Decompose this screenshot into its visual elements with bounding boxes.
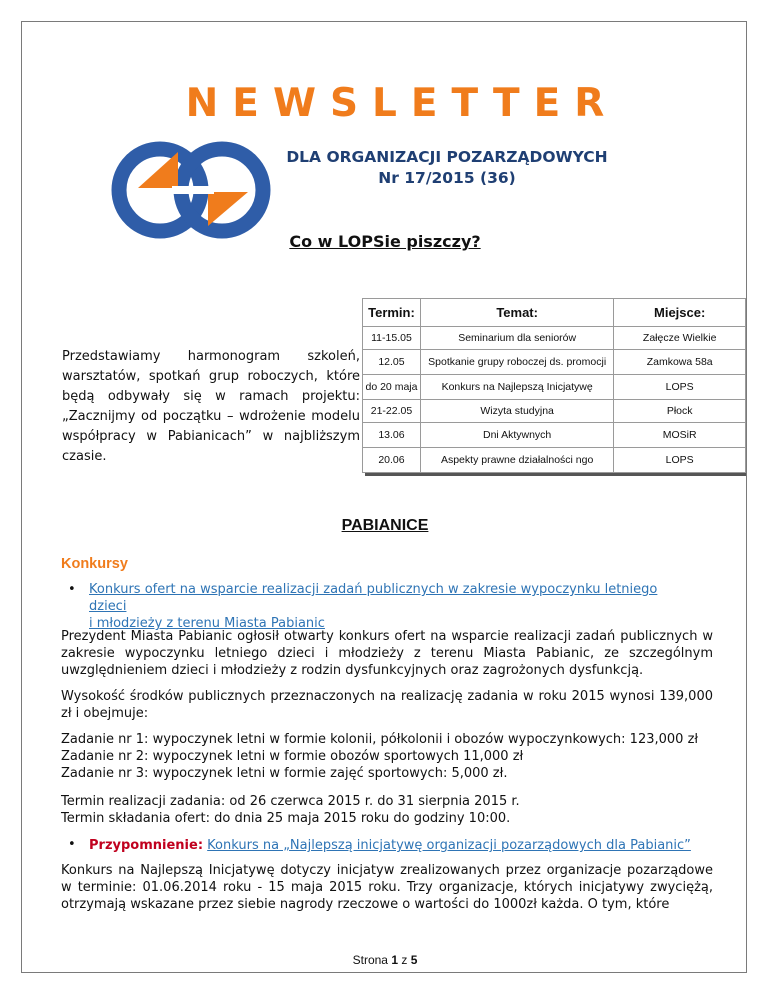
contest-offer-link-continued[interactable]: i młodzieży z terenu Miasta Pabianic (89, 616, 325, 631)
paragraph-announcement: Prezydent Miasta Pabianic ogłosił otwarty konkurs ofert na wsparcie realizacji zadań publicznych w zakresie wypoczynku letniego dzieci i młodzieży z terenu Miasta Pabianic, ze szczególnym uwzględnieniem dzieci i młodzieży z rodzin dysfunkcyjnych oraz zagrożonych dysfunkcją. (61, 629, 713, 678)
cell-termin: 21-22.05 (363, 400, 421, 423)
deadline-realization: Termin realizacji zadania: od 26 czerwca 2015 r. do 31 sierpnia 2015 r. (61, 794, 520, 809)
table-row (363, 327, 746, 350)
cell-miejsce: Zamkowa 58a (614, 350, 746, 375)
section-konkursy: Konkursy (61, 556, 128, 572)
task-item: Zadanie nr 2: wypoczynek letni w formie obozów sportowych 11,000 zł (61, 749, 524, 764)
deadline-list (61, 793, 713, 827)
page-footer (22, 953, 747, 967)
cell-miejsce: Płock (614, 400, 746, 423)
table-row (363, 448, 746, 473)
cell-temat: Spotkanie grupy roboczej ds. promocji (420, 350, 613, 375)
cell-temat: Dni Aktywnych (420, 423, 613, 448)
table-row (363, 350, 746, 375)
document-page (21, 21, 747, 973)
newsletter-title: NEWSLETTER (185, 81, 619, 126)
cell-temat: Konkurs na Najlepszą Inicjatywę (420, 375, 613, 400)
task-list (61, 731, 713, 782)
cell-termin: 11-15.05 (363, 327, 421, 350)
city-heading: PABIANICE (341, 517, 429, 534)
reminder-line (89, 837, 709, 854)
footer-strona-label: Strona (352, 953, 388, 967)
column-header-termin: Termin: (363, 299, 421, 327)
cell-temat: Aspekty prawne działalności ngo (420, 448, 613, 473)
section-heading-text: Co w LOPSie piszczy? (289, 232, 481, 251)
footer-total-pages: 5 (410, 953, 418, 967)
table-row (363, 400, 746, 423)
paragraph-funding: Wysokość środków publicznych przeznaczonych na realizację zadania w roku 2015 wynosi 139,000 zł i obejmuje: (61, 689, 713, 721)
footer-of-label: z (401, 953, 408, 967)
cell-temat: Seminarium dla seniorów (420, 327, 613, 350)
paragraph-initiative: Konkurs na Najlepszą Inicjatywę dotyczy inicjatyw zrealizowanych przez organizacje pozarządowe w terminie: 01.06.2014 roku - 15 maja 2015 roku. Trzy organizacje, których inicjatywy zwyciężą, otrzymają wskazane przez siebie nagrody rzeczowe o wartości do 1000zł każda. O tym, które (61, 863, 713, 912)
schedule-header-row (363, 299, 746, 327)
section-heading (82, 232, 688, 251)
footer-page-number: 1 (391, 953, 398, 967)
logo-icon (110, 130, 276, 248)
contest-offer-link[interactable]: Konkurs ofert na wsparcie realizacji zadań publicznych w zakresie wypoczynku letniego dzieci (89, 582, 658, 614)
best-initiative-link[interactable]: Konkurs na „Najlepszą inicjatywę organizacji pozarządowych dla Pabianic” (207, 838, 691, 853)
cell-termin: 20.06 (363, 448, 421, 473)
contest-link-block (89, 581, 689, 632)
cell-miejsce: LOPS (614, 375, 746, 400)
cell-miejsce: MOSiR (614, 423, 746, 448)
table-row (363, 375, 746, 400)
cell-miejsce: LOPS (614, 448, 746, 473)
column-header-miejsce: Miejsce: (614, 299, 746, 327)
cell-miejsce: Załęcze Wielkie (614, 327, 746, 350)
organization-line: DLA ORGANIZACJI POZARZĄDOWYCH (286, 148, 608, 166)
table-row (363, 423, 746, 448)
issue-number: Nr 17/2015 (36) (378, 169, 516, 187)
bullet-icon: • (68, 837, 76, 852)
cell-temat: Wizyta studyjna (420, 400, 613, 423)
cell-termin: 12.05 (363, 350, 421, 375)
bullet-icon: • (68, 582, 76, 597)
reminder-label: Przypomnienie: (89, 838, 204, 853)
deadline-submission: Termin składania ofert: do dnia 25 maja 2015 roku do godziny 10:00. (61, 811, 511, 826)
schedule-table (362, 298, 746, 473)
column-header-temat: Temat: (420, 299, 613, 327)
cell-termin: do 20 maja (363, 375, 421, 400)
task-item: Zadanie nr 1: wypoczynek letni w formie kolonii, półkolonii i obozów wypoczynkowych: 123,000 zł (61, 732, 699, 747)
intro-paragraph: Przedstawiamy harmonogram szkoleń, warsztatów, spotkań grup roboczych, które będą odbywały się w ramach projektu: „Zacznijmy od początku – wdrożenie modelu współpracy w Pabianicach” w najbliższym czasie. (62, 349, 360, 464)
task-item: Zadanie nr 3: wypoczynek letni w formie zajęć sportowych: 5,000 zł. (61, 766, 508, 781)
cell-termin: 13.06 (363, 423, 421, 448)
